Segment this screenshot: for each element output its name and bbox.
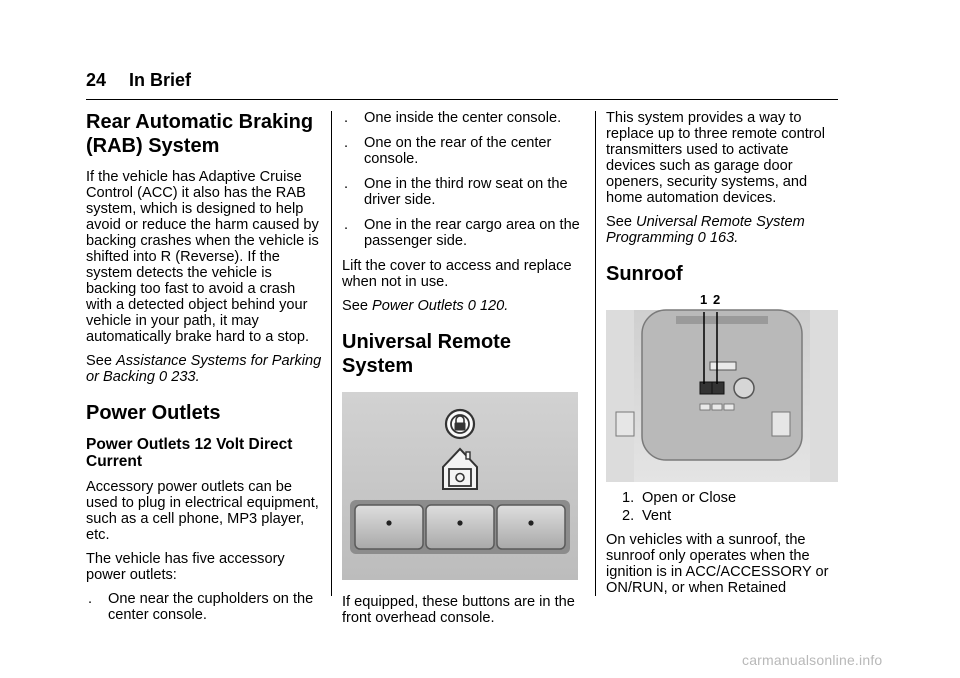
universal-intro-paragraph: This system provides a way to replace up to three remote control transmitters used to activate devices such as garage door openers, security systems, and home automation devices. <box>606 110 826 206</box>
page-arrow-icon: 0 <box>467 298 476 314</box>
power-reference-link[interactable]: Power Outlets <box>372 298 464 314</box>
see-label: See <box>606 214 632 230</box>
list-item <box>342 217 580 249</box>
list-number: 2. <box>622 508 635 524</box>
page-arrow-icon: 0 <box>697 230 706 246</box>
list-text: Vent <box>642 508 672 524</box>
sunroof-paragraph: On vehicles with a sunroof, the sunroof only operates when the ignition is in ACC/ACCESSORY or ON/RUN, or when Retained <box>606 532 829 596</box>
power-paragraph-1: Accessory power outlets can be used to plug in electrical equipment, such as a cell phone, MP3 player, etc. <box>86 479 319 543</box>
section-title: In Brief <box>129 70 192 90</box>
list-item <box>606 490 838 506</box>
rab-heading: Rear Automatic Braking (RAB) System <box>86 111 314 157</box>
rab-reference-link[interactable]: Assistance Systems for Parking or Backing <box>86 353 322 385</box>
power-outlets-heading: Power Outlets <box>86 402 221 424</box>
rab-paragraph: If the vehicle has Adaptive Cruise Control (ACC) it also has the RAB system, which is designed to help avoid or reduce the harm caused by backing crashes when the vehicle is shifted into R (Reverse). If the system detects the vehicle is backing too fast to avoid a crash with a detected object behind your vehicle in your path, it may automatically brake hard to a stop. <box>86 169 319 345</box>
column-2 <box>342 110 580 634</box>
bullet-text: One near the cupholders on the center console. <box>108 591 314 623</box>
see-label: See <box>342 298 368 314</box>
power-paragraph-2: The vehicle has five accessory power outlets: <box>86 551 285 583</box>
bullet-mark: . <box>344 110 349 126</box>
bullet-text: One in the third row seat on the driver side. <box>364 176 568 208</box>
list-item <box>342 176 580 208</box>
page-header <box>86 70 191 91</box>
lift-paragraph: Lift the cover to access and replace when not in use. <box>342 258 572 290</box>
bullet-mark: . <box>344 135 349 151</box>
universal-remote-caption: If equipped, these buttons are in the front overhead console. <box>342 594 575 626</box>
header-rule <box>86 99 838 100</box>
page-arrow-icon: 0 <box>159 369 168 385</box>
sunroof-console-illustration <box>606 294 838 482</box>
list-number: 1. <box>622 490 635 506</box>
rab-see-reference: See Assistance Systems for Parking or Backing 0 233. <box>86 353 322 385</box>
power-outlets-subheading: Power Outlets 12 Volt Direct Current <box>86 436 293 470</box>
bullet-text: One on the rear of the center console. <box>364 135 552 167</box>
list-item <box>86 591 322 623</box>
list-item <box>342 135 580 167</box>
sunroof-figure <box>606 294 838 482</box>
remote-button-1[interactable] <box>355 505 423 549</box>
page-number: 24 <box>86 70 107 90</box>
remote-button-3[interactable] <box>497 505 565 549</box>
power-see-reference: See Power Outlets 0 120. <box>342 298 509 314</box>
bullet-mark: . <box>344 217 349 233</box>
watermark: carmanualsonline.info <box>742 652 883 668</box>
padlock-icon <box>446 410 474 438</box>
column-divider-1 <box>331 111 332 596</box>
bullet-text: One in the rear cargo area on the passenger side. <box>364 217 580 249</box>
list-item <box>606 508 838 524</box>
universal-reference-link[interactable]: Universal Remote System Programming <box>606 214 805 246</box>
power-page-ref[interactable]: 120 <box>479 298 505 314</box>
universal-page-ref[interactable]: 163 <box>709 230 735 246</box>
bullet-text: One inside the center console. <box>364 110 562 126</box>
column-divider-2 <box>595 111 596 596</box>
universal-remote-heading: Universal Remote System <box>342 331 511 377</box>
rab-page-ref[interactable]: 233 <box>171 369 196 385</box>
bullet-mark: . <box>344 176 349 192</box>
column-3 <box>606 110 838 604</box>
sunroof-heading: Sunroof <box>606 263 683 285</box>
callout-1: 1 <box>700 292 708 307</box>
universal-remote-illustration <box>342 392 578 580</box>
callout-2: 2 <box>713 292 721 307</box>
remote-button-2[interactable] <box>426 505 494 549</box>
bullet-mark: . <box>88 591 93 607</box>
list-text: Open or Close <box>642 490 737 506</box>
see-label: See <box>86 353 112 369</box>
column-1 <box>86 110 322 632</box>
list-item <box>342 110 580 126</box>
universal-see-reference: See Universal Remote System Programming 0 163. <box>606 214 805 246</box>
